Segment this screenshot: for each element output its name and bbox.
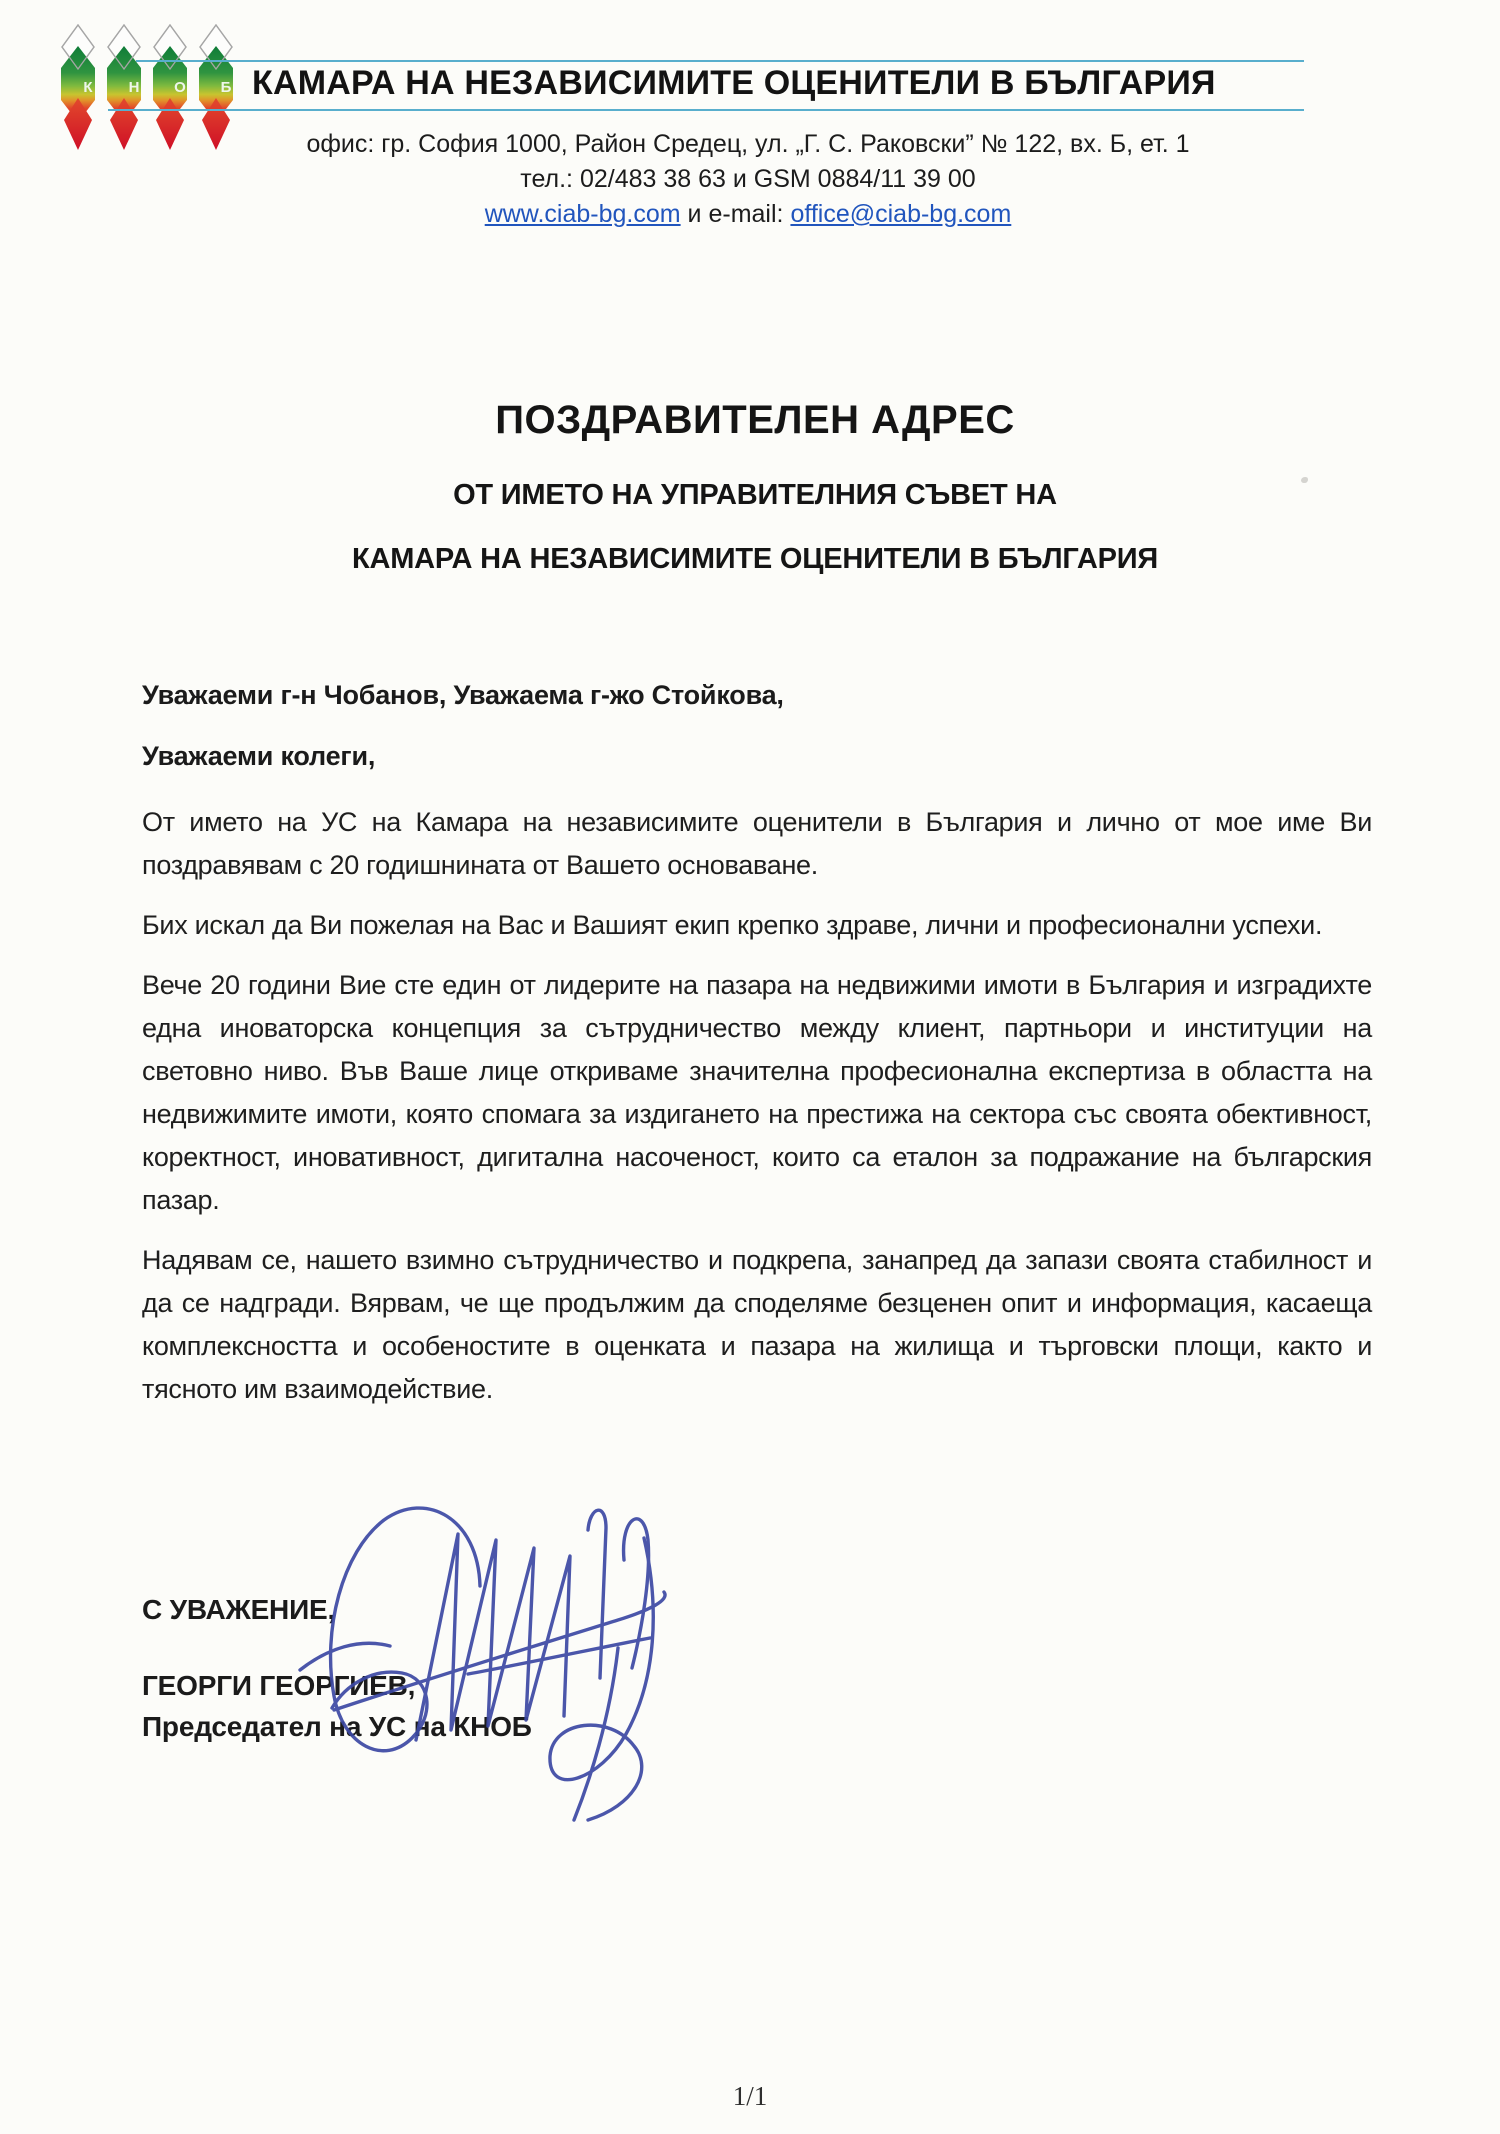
paragraph: Надявам се, нашето взимно сътрудничество и подкрепа, занапред да запази своята стабилност и да се надгради. Вярвам, че ще продължим да споделяме безценен опит и информация, касаеща комплексността и особеностите в оценката и пазара на жилища и търговски площи, както и тясното им взаимодействие. <box>142 1245 1372 1404</box>
header-contact <box>142 127 1354 232</box>
org-name: КАМАРА НА НЕЗАВИСИМИТЕ ОЦЕНИТЕЛИ В БЪЛГАРИЯ <box>252 64 1216 102</box>
letter-body <box>142 801 1372 1428</box>
phone-line: тел.: 02/483 38 63 и GSM 0884/11 39 00 <box>520 165 976 193</box>
paragraph: Бих искал да Ви пожелая на Вас и Вашият екип крепко здраве, лични и професионални успехи. <box>142 910 1323 940</box>
handwritten-signature <box>288 1462 698 1838</box>
document-subtitle-1: ОТ ИМЕТО НА УПРАВИТЕЛНИЯ СЪВЕТ НА <box>453 479 1057 511</box>
page-number: 1/1 <box>732 2081 768 2111</box>
signatory-role: Председател на УС на КНОБ <box>142 1711 532 1742</box>
website-link[interactable]: www.ciab-bg.com <box>484 200 681 228</box>
header-rule-top <box>136 60 1304 62</box>
signature-closing: С УВАЖЕНИЕ, <box>142 1594 336 1625</box>
salutation-colleagues: Уважаеми колеги, <box>142 741 376 771</box>
web-line <box>142 197 1354 232</box>
logo-letter: О <box>174 79 186 96</box>
logo-letter: К <box>83 79 93 96</box>
web-email-separator: и e-mail: <box>680 200 791 228</box>
paragraph: Вече 20 години Вие сте един от лидерите на пазара на недвижими имоти в България и изградихте една иноваторска концепция за сътрудничество между клиент, партньори и институции на световно ниво. Във Ваше лице откриваме значителна професионална експертиза в областта на недвижимите имоти, която спомага за издигането на престижа на сектора със своята обективност, коректност, иновативност, дигитална насоченост, които са еталон за подражание на българския пазар. <box>142 970 1372 1215</box>
salutation-recipients: Уважаеми г-н Чобанов, Уважаема г-жо Стойкова, <box>142 680 784 710</box>
logo-letter: Б <box>220 79 232 96</box>
header-rule-bottom <box>108 109 1304 111</box>
logo-letter: Н <box>128 79 140 96</box>
document-title: ПОЗДРАВИТЕЛЕН АДРЕС <box>495 398 1015 442</box>
document-subtitle-2: КАМАРА НА НЕЗАВИСИМИТЕ ОЦЕНИТЕЛИ В БЪЛГАРИЯ <box>351 543 1159 575</box>
paragraph: От името на УС на Камара на независимите оценители в България и лично от мое име Ви поздравявам с 20 годишнината от Вашето основаване. <box>142 807 1372 880</box>
office-address: офис: гр. София 1000, Район Средец, ул. „Г. С. Раковски” № 122, вх. Б, ет. 1 <box>306 130 1190 158</box>
email-link[interactable]: office@ciab-bg.com <box>790 200 1012 228</box>
signatory-name: ГЕОРГИ ГЕОРГИЕВ, <box>142 1670 416 1701</box>
